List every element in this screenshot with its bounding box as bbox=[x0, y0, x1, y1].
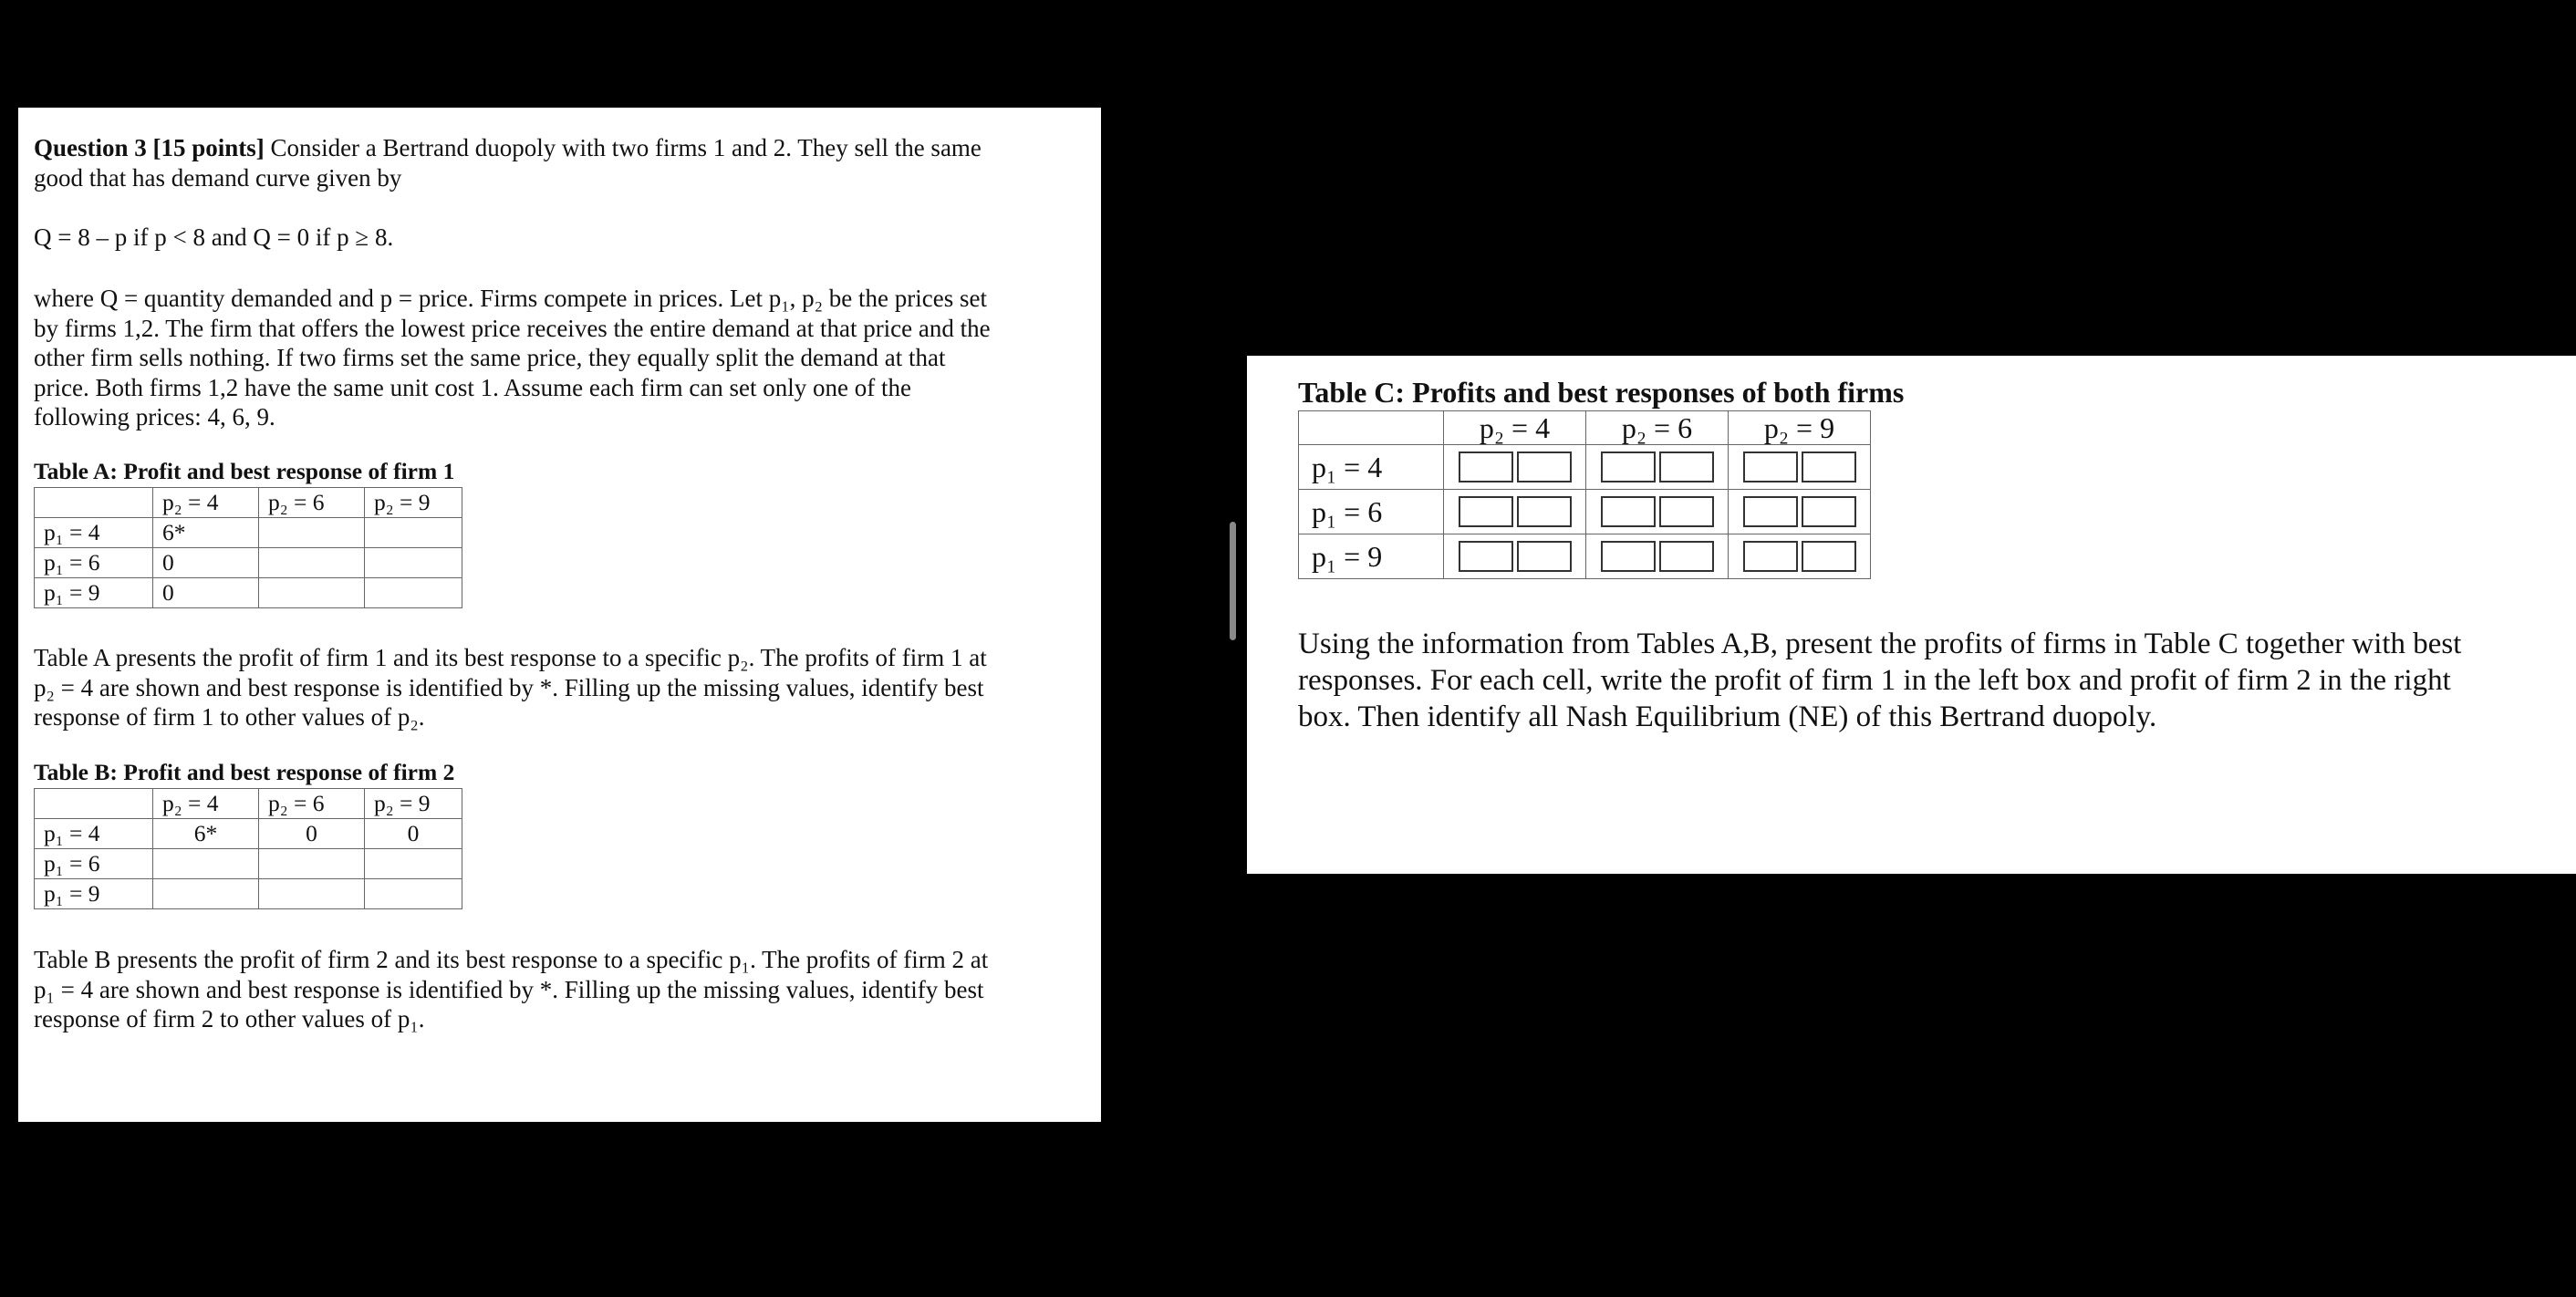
firm2-profit-box[interactable] bbox=[1659, 451, 1714, 482]
col-header: p₂ = 9 bbox=[365, 789, 462, 819]
table-cell bbox=[259, 518, 365, 548]
firm2-profit-box[interactable] bbox=[1802, 496, 1856, 527]
table-cell bbox=[259, 578, 365, 608]
firm1-profit-box[interactable] bbox=[1743, 451, 1798, 482]
firm2-profit-box[interactable] bbox=[1659, 541, 1714, 572]
table-cell bbox=[365, 518, 462, 548]
instruction-line: box. Then identify all Nash Equilibrium (NE) of this Bertrand duopoly. bbox=[1298, 700, 2157, 733]
table-cell: 6* bbox=[153, 819, 259, 849]
firm1-profit-box[interactable] bbox=[1743, 541, 1798, 572]
table-row bbox=[35, 488, 462, 518]
caption-line: Table A presents the profit of firm 1 and its best response to a specific p₂. The profits of firm 1 at bbox=[34, 644, 987, 671]
row-label: p₁ = 9 bbox=[1299, 534, 1444, 579]
table-cell: 0 bbox=[153, 578, 259, 608]
table-cell bbox=[1586, 490, 1729, 534]
table-row bbox=[35, 849, 462, 879]
question-intro-line1: Consider a Bertrand duopoly with two firms 1 and 2. They sell the same bbox=[264, 134, 982, 161]
table-cell bbox=[365, 849, 462, 879]
table-a bbox=[34, 487, 462, 608]
instruction-line: responses. For each cell, write the profit of firm 1 in the left box and profit of firm 2 in the right bbox=[1298, 664, 2451, 697]
col-header: p₂ = 6 bbox=[1586, 411, 1729, 445]
col-header: p₂ = 9 bbox=[365, 488, 462, 518]
table-c-instructions bbox=[1298, 626, 2461, 735]
firm2-profit-box[interactable] bbox=[1659, 496, 1714, 527]
firm1-profit-box[interactable] bbox=[1743, 496, 1798, 527]
firm2-profit-box[interactable] bbox=[1517, 451, 1572, 482]
firm2-profit-box[interactable] bbox=[1802, 541, 1856, 572]
table-cell: 0 bbox=[365, 819, 462, 849]
table-cell bbox=[365, 548, 462, 578]
table-cell bbox=[1586, 534, 1729, 579]
table-b-title: Table B: Profit and best response of firm 2 bbox=[34, 759, 455, 785]
row-label: p₁ = 4 bbox=[35, 819, 153, 849]
question-intro bbox=[34, 133, 982, 192]
table-cell bbox=[365, 879, 462, 909]
table-row bbox=[35, 789, 462, 819]
table-row bbox=[1299, 534, 1871, 579]
col-header: p₂ = 9 bbox=[1729, 411, 1871, 445]
row-label: p₁ = 6 bbox=[1299, 490, 1444, 534]
table-cell bbox=[153, 879, 259, 909]
table-a-caption bbox=[34, 643, 987, 732]
right-document-page bbox=[1247, 356, 2576, 874]
firm1-profit-box[interactable] bbox=[1459, 541, 1513, 572]
corner-cell bbox=[35, 488, 153, 518]
split-view-divider-handle[interactable] bbox=[1230, 522, 1236, 640]
caption-line: p₁ = 4 are shown and best response is identified by *. Filling up the missing values, identify best bbox=[34, 975, 984, 1003]
caption-line: Table B presents the profit of firm 2 and its best response to a specific p₁. The profits of firm 2 at bbox=[34, 946, 989, 973]
table-a-title: Table A: Profit and best response of firm 1 bbox=[34, 458, 455, 484]
question-description bbox=[34, 284, 991, 432]
table-cell bbox=[153, 849, 259, 879]
caption-line: p₂ = 4 are shown and best response is identified by *. Filling up the missing values, identify best bbox=[34, 673, 984, 701]
firm2-profit-box[interactable] bbox=[1517, 496, 1572, 527]
col-header: p₂ = 4 bbox=[153, 789, 259, 819]
firm1-profit-box[interactable] bbox=[1601, 451, 1656, 482]
description-line: where Q = quantity demanded and p = price. Firms compete in prices. Let p₁, p₂ be the prices set bbox=[34, 285, 987, 312]
table-row bbox=[35, 518, 462, 548]
question-intro-line2: good that has demand curve given by bbox=[34, 163, 402, 192]
table-cell bbox=[1444, 445, 1586, 490]
firm1-profit-box[interactable] bbox=[1601, 496, 1656, 527]
table-cell bbox=[1729, 534, 1871, 579]
corner-cell bbox=[35, 789, 153, 819]
caption-line: response of firm 1 to other values of p₂. bbox=[34, 703, 425, 731]
table-b bbox=[34, 788, 462, 909]
table-row bbox=[1299, 411, 1871, 445]
description-line: other firm sells nothing. If two firms set the same price, they equally split the demand at that bbox=[34, 344, 946, 371]
table-cell bbox=[365, 578, 462, 608]
table-cell bbox=[1729, 490, 1871, 534]
caption-line: response of firm 2 to other values of p₁. bbox=[34, 1005, 425, 1032]
row-label: p₁ = 6 bbox=[35, 548, 153, 578]
table-cell bbox=[1586, 445, 1729, 490]
table-row bbox=[35, 578, 462, 608]
col-header: p₂ = 4 bbox=[153, 488, 259, 518]
firm2-profit-box[interactable] bbox=[1802, 451, 1856, 482]
table-cell: 6* bbox=[153, 518, 259, 548]
table-cell bbox=[259, 849, 365, 879]
table-row bbox=[1299, 445, 1871, 490]
row-label: p₁ = 4 bbox=[35, 518, 153, 548]
col-header: p₂ = 6 bbox=[259, 488, 365, 518]
corner-cell bbox=[1299, 411, 1444, 445]
demand-equation: Q = 8 – p if p < 8 and Q = 0 if p ≥ 8. bbox=[34, 223, 394, 251]
table-cell bbox=[1729, 445, 1871, 490]
table-row bbox=[1299, 490, 1871, 534]
firm1-profit-box[interactable] bbox=[1459, 496, 1513, 527]
col-header: p₂ = 6 bbox=[259, 789, 365, 819]
firm1-profit-box[interactable] bbox=[1459, 451, 1513, 482]
row-label: p₁ = 4 bbox=[1299, 445, 1444, 490]
table-row bbox=[35, 819, 462, 849]
question-heading: Question 3 [15 points] bbox=[34, 134, 265, 161]
table-cell bbox=[259, 548, 365, 578]
left-document-page bbox=[18, 108, 1101, 1122]
table-cell: 0 bbox=[153, 548, 259, 578]
row-label: p₁ = 9 bbox=[35, 578, 153, 608]
table-c-title: Table C: Profits and best responses of both firms bbox=[1298, 376, 1905, 409]
description-line: following prices: 4, 6, 9. bbox=[34, 403, 275, 431]
col-header: p₂ = 4 bbox=[1444, 411, 1586, 445]
table-cell: 0 bbox=[259, 819, 365, 849]
table-c bbox=[1298, 410, 1871, 579]
instruction-line: Using the information from Tables A,B, present the profits of firms in Table C together with best bbox=[1298, 628, 2462, 660]
description-line: by firms 1,2. The firm that offers the lowest price receives the entire demand at that price and the bbox=[34, 314, 991, 342]
firm1-profit-box[interactable] bbox=[1601, 541, 1656, 572]
firm2-profit-box[interactable] bbox=[1517, 541, 1572, 572]
table-cell bbox=[1444, 490, 1586, 534]
row-label: p₁ = 6 bbox=[35, 849, 153, 879]
table-cell bbox=[1444, 534, 1586, 579]
table-cell bbox=[259, 879, 365, 909]
description-line: price. Both firms 1,2 have the same unit cost 1. Assume each firm can set only one of the bbox=[34, 373, 912, 401]
table-b-caption bbox=[34, 945, 988, 1034]
table-row bbox=[35, 548, 462, 578]
table-row bbox=[35, 879, 462, 909]
row-label: p₁ = 9 bbox=[35, 879, 153, 909]
